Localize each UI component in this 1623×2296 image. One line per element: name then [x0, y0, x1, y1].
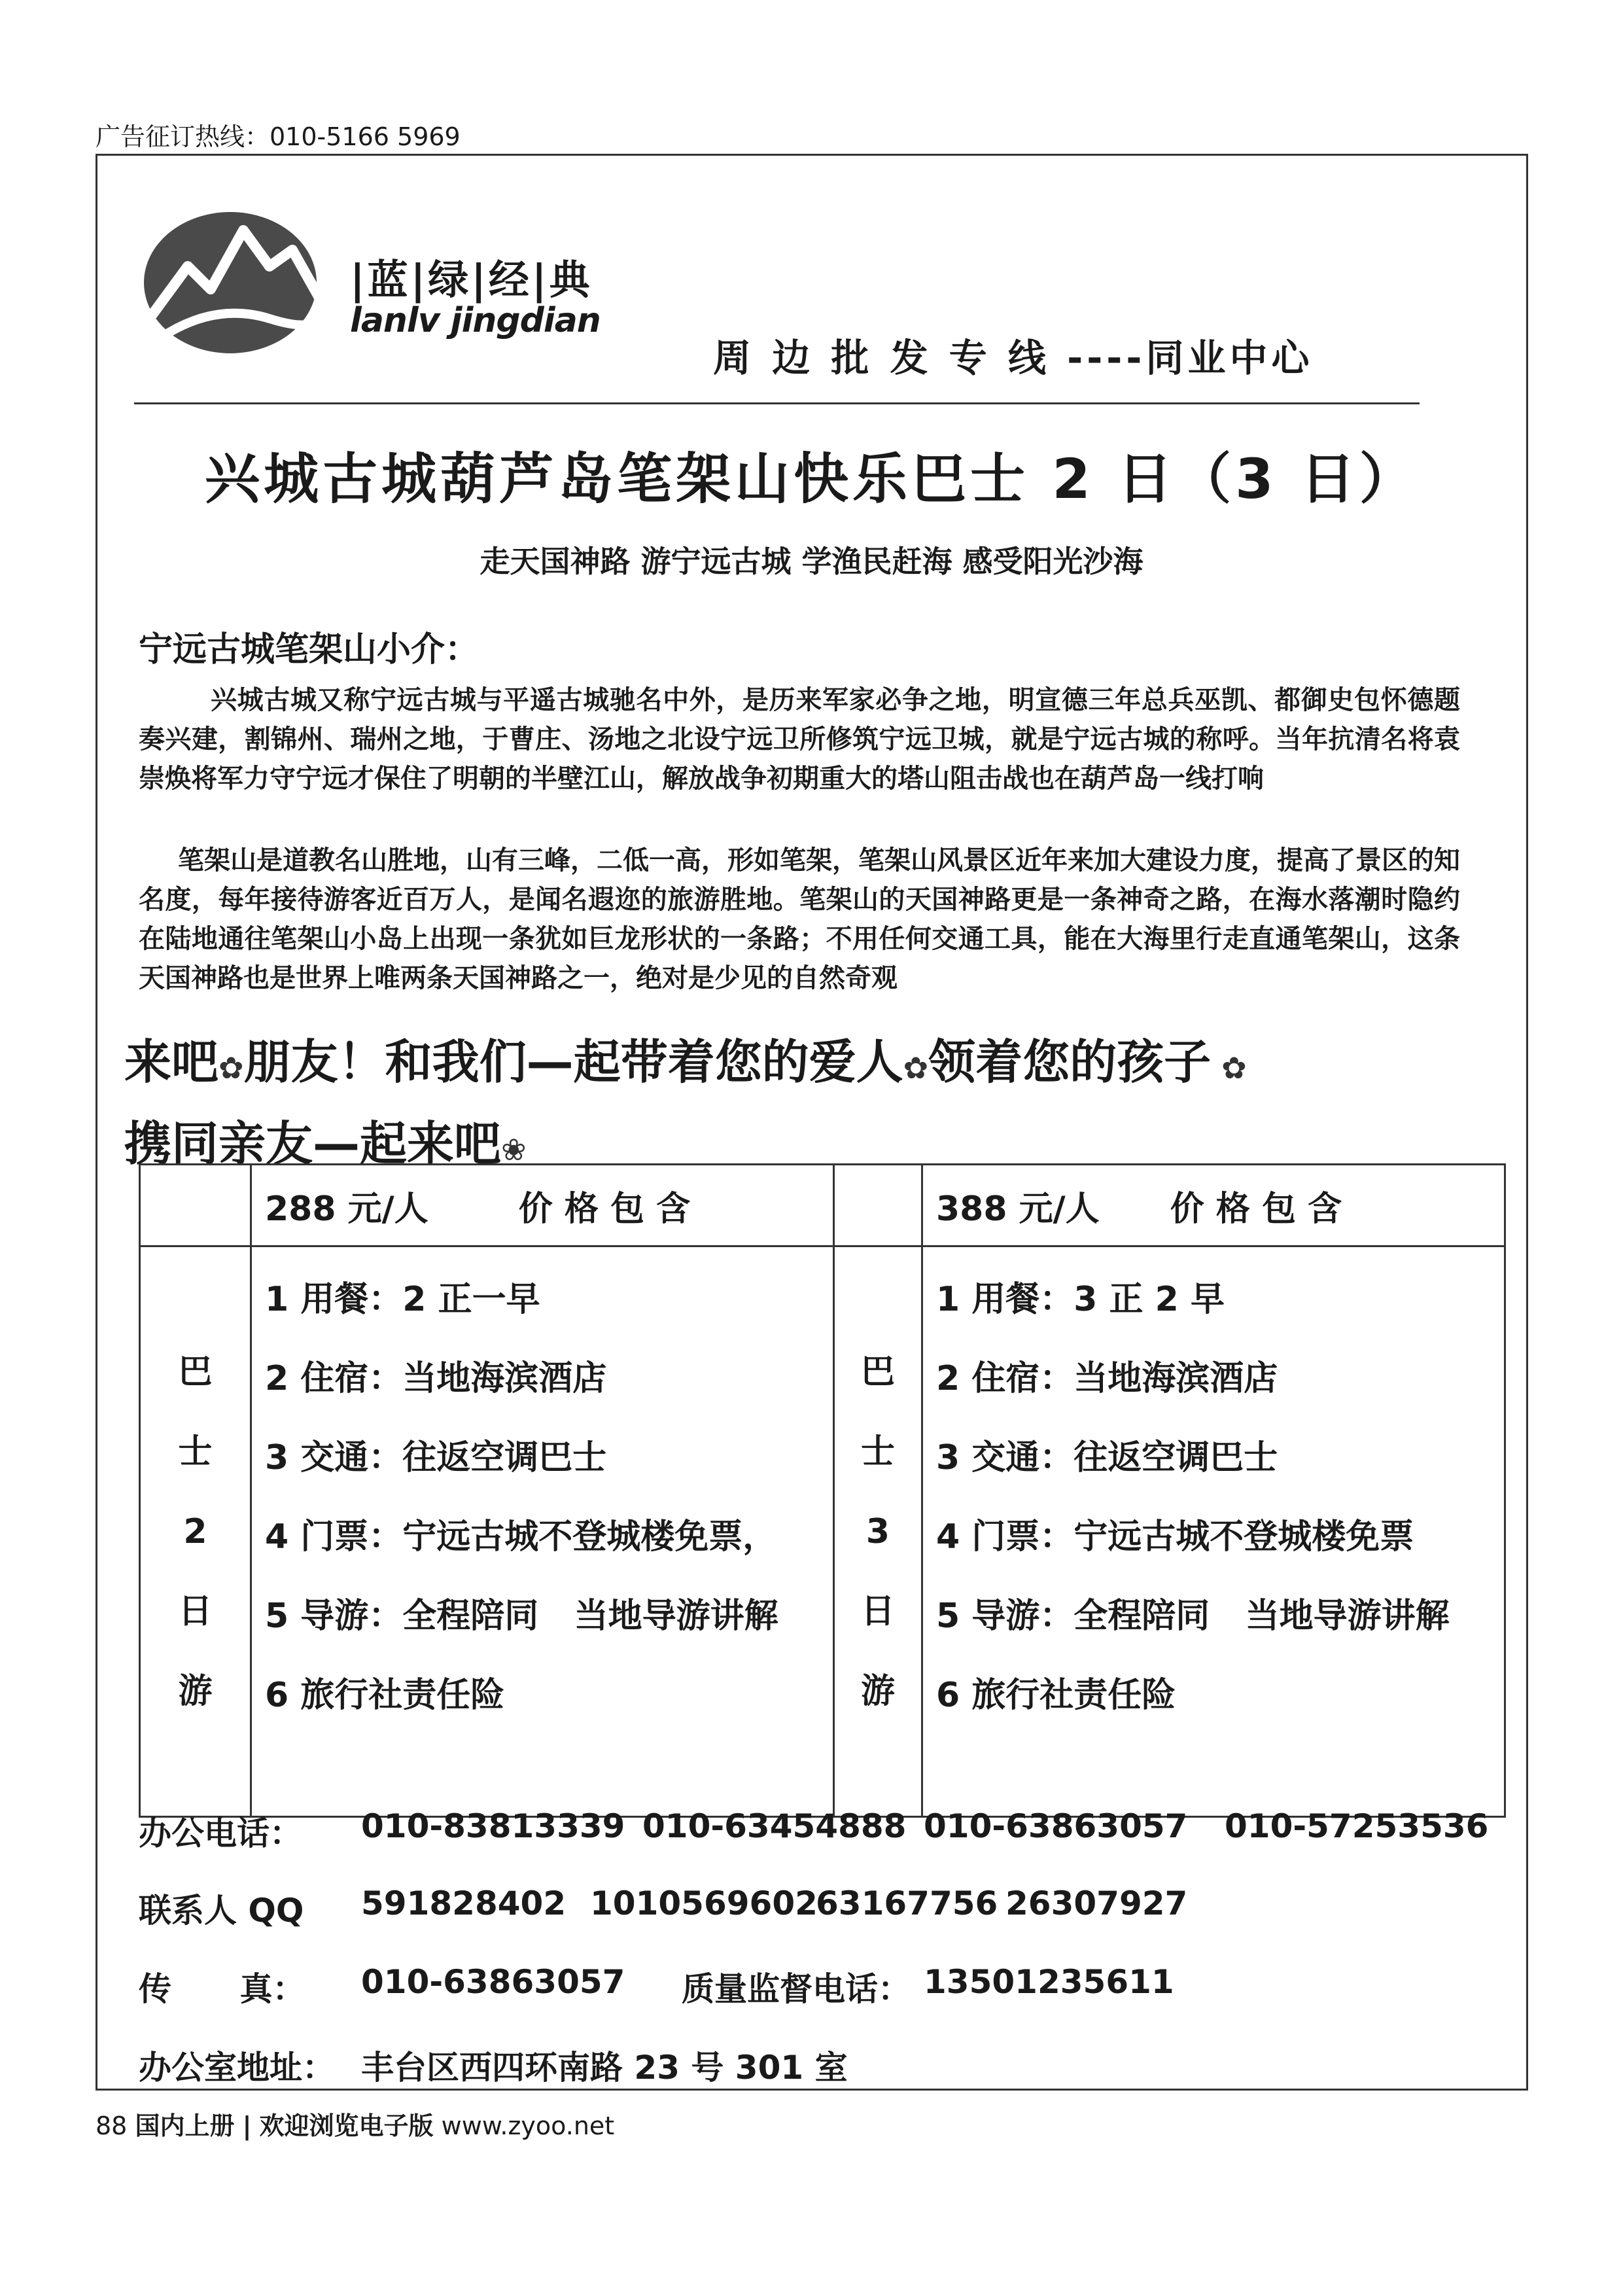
package-header-2day — [251, 1165, 834, 1246]
flower-ornament-icon: ✿ — [218, 1050, 244, 1086]
slogan-text: 起来吧 — [360, 1116, 502, 1171]
list-item: 2 住宿：当地海滨酒店 — [936, 1359, 1278, 1398]
package-includes-label: 价 格 包 含 — [518, 1189, 691, 1229]
vertical-char: 士 — [178, 1432, 213, 1472]
address-label: 办公室地址： — [139, 2049, 335, 2087]
phone-number: 010-63863057 — [924, 1807, 1188, 1845]
list-item: 1 用餐：2 正一早 — [265, 1280, 540, 1319]
qq-number: 1010569602 — [590, 1884, 818, 1922]
price-table — [139, 1163, 1506, 1818]
slogan-line-1 — [124, 1024, 1247, 1092]
phone-number: 010-57253536 — [1225, 1807, 1489, 1845]
list-item: 4 门票：宁远古城不登城楼免票， — [265, 1517, 777, 1557]
list-item: 5 导游：全程陪同 当地导游讲解 — [265, 1597, 778, 1636]
vertical-char: 巴 — [178, 1352, 213, 1392]
package-header-3day — [922, 1165, 1505, 1246]
contact-qq — [139, 1884, 1512, 1930]
package-price: 388 元/人 — [936, 1189, 1100, 1229]
quality-phone: 13501235611 — [924, 1963, 1174, 2001]
footer-divider: | — [242, 2111, 252, 2140]
page-footer — [96, 2106, 614, 2142]
vertical-char: 游 — [860, 1671, 895, 1711]
package-name-2day — [140, 1246, 251, 1817]
intro-paragraph: 兴城古城又称宁远古城与平遥古城驰名中外，是历来军家必争之地，明宣德三年总兵巫凯、都御史包怀德题奏兴建，割锦州、瑞州之地，于曹庄、汤地之北设宁远卫所修筑宁远卫城，就是宁远古城的称呼。当年抗清名将袁崇焕将军力守宁远才保住了明朝的半壁江山，解放战争初期重大的塔山阻击战也在葫芦岛一线打响 — [139, 685, 1460, 794]
page-number: 88 — [96, 2111, 128, 2140]
flower-ornament-icon: ❀ — [501, 1132, 527, 1167]
slogan-text: 朋友！和我们 — [243, 1034, 527, 1089]
vertical-char: 游 — [178, 1671, 213, 1711]
quality-label: 质量监督电话： — [682, 1970, 911, 2008]
slogan-dash: — — [526, 1034, 574, 1089]
list-item: 6 旅行社责任险 — [936, 1676, 1176, 1715]
contact-phones — [139, 1807, 1512, 1853]
slogan-text: 领着您的孩子 — [928, 1034, 1212, 1089]
wholesale-line: 周 边 批 发 专 线 ----同业中心 — [713, 336, 1314, 380]
fax-number: 010-63863057 — [361, 1963, 625, 2001]
flower-ornament-icon: ✿ — [1211, 1050, 1247, 1086]
package-items-3day — [922, 1246, 1505, 1817]
vertical-char: 士 — [860, 1432, 895, 1472]
phone-number: 010-63454888 — [642, 1807, 907, 1845]
table-corner — [140, 1165, 251, 1246]
package-price: 288 元/人 — [265, 1189, 428, 1229]
brand-name-cn: |蓝|绿|经|典 — [350, 256, 593, 304]
mountain-logo-icon — [139, 204, 328, 355]
address-value: 丰台区西四环南路 23 号 301 室 — [361, 2049, 848, 2087]
qq-number: 63167756 — [816, 1884, 998, 1922]
list-item: 6 旅行社责任险 — [265, 1676, 505, 1715]
list-item: 4 门票：宁远古城不登城楼免票 — [936, 1517, 1414, 1557]
package-items-2day — [251, 1246, 834, 1817]
fax-label: 传 真： — [139, 1970, 305, 2008]
page-title: 兴城古城葫芦岛笔架山快乐巴士 2 日（3 日） — [205, 447, 1418, 511]
list-item: 3 交通：往返空调巴士 — [265, 1438, 607, 1477]
list-item: 3 交通：往返空调巴士 — [936, 1438, 1278, 1477]
footer-url[interactable]: www.zyoo.net — [441, 2111, 615, 2140]
vertical-char: 3 — [865, 1511, 890, 1551]
vertical-char: 2 — [183, 1511, 207, 1551]
flower-ornament-icon: ✿ — [903, 1050, 929, 1086]
table-corner — [834, 1165, 922, 1246]
intro-heading: 宁远古城笔架山小介： — [139, 630, 480, 669]
contact-address — [139, 2041, 1512, 2087]
slogan-text: 起带着您的爱人 — [573, 1034, 903, 1089]
header-divider — [134, 402, 1420, 404]
slogan-dash: — — [313, 1116, 360, 1171]
phone-number: 010-83813339 — [361, 1807, 625, 1845]
list-item: 1 用餐：3 正 2 早 — [936, 1280, 1225, 1319]
list-item: 2 住宿：当地海滨酒店 — [265, 1359, 607, 1398]
slogan-text: 来吧 — [124, 1034, 219, 1089]
vertical-char: 日 — [178, 1591, 213, 1631]
footer-section: 国内上册 — [135, 2111, 235, 2140]
ad-hotline: 广告征订热线：010-5166 5969 — [96, 122, 461, 151]
phone-label: 办公电话： — [139, 1814, 302, 1852]
intro-paragraph: 笔架山是道教名山胜地，山有三峰，二低一高，形如笔架，笔架山风景区近年来加大建设力度，提高了景区的知名度，每年接待游客近百万人，是闻名遐迩的旅游胜地。笔架山的天国神路更是一条神奇之路，在海水落潮时隐约在陆地通往笔架山小岛上出现一条犹如巨龙形状的一条路；不用任何交通工具，能在大海里行走直通笔架山，这条天国神路也是世界上唯两条天国神路之一，绝对是少见的自然奇观 — [139, 845, 1460, 993]
qq-label: 联系人 QQ — [139, 1892, 304, 1930]
vertical-char: 巴 — [860, 1352, 895, 1392]
page-subtitle: 走天国神路 游宁远古城 学渔民赶海 感受阳光沙海 — [480, 544, 1143, 579]
qq-number: 591828402 — [361, 1884, 567, 1922]
qq-number: 26307927 — [1005, 1884, 1188, 1922]
contact-fax — [139, 1963, 1512, 2009]
slogan-text: 携同亲友 — [124, 1116, 313, 1171]
vertical-char: 日 — [860, 1591, 895, 1631]
list-item: 5 导游：全程陪同 当地导游讲解 — [936, 1597, 1450, 1636]
package-includes-label: 价 格 包 含 — [1170, 1189, 1342, 1229]
brand-name-pinyin: lanlv jingdian — [350, 301, 601, 340]
package-name-3day — [834, 1246, 922, 1817]
footer-welcome: 欢迎浏览电子版 — [259, 2111, 434, 2140]
